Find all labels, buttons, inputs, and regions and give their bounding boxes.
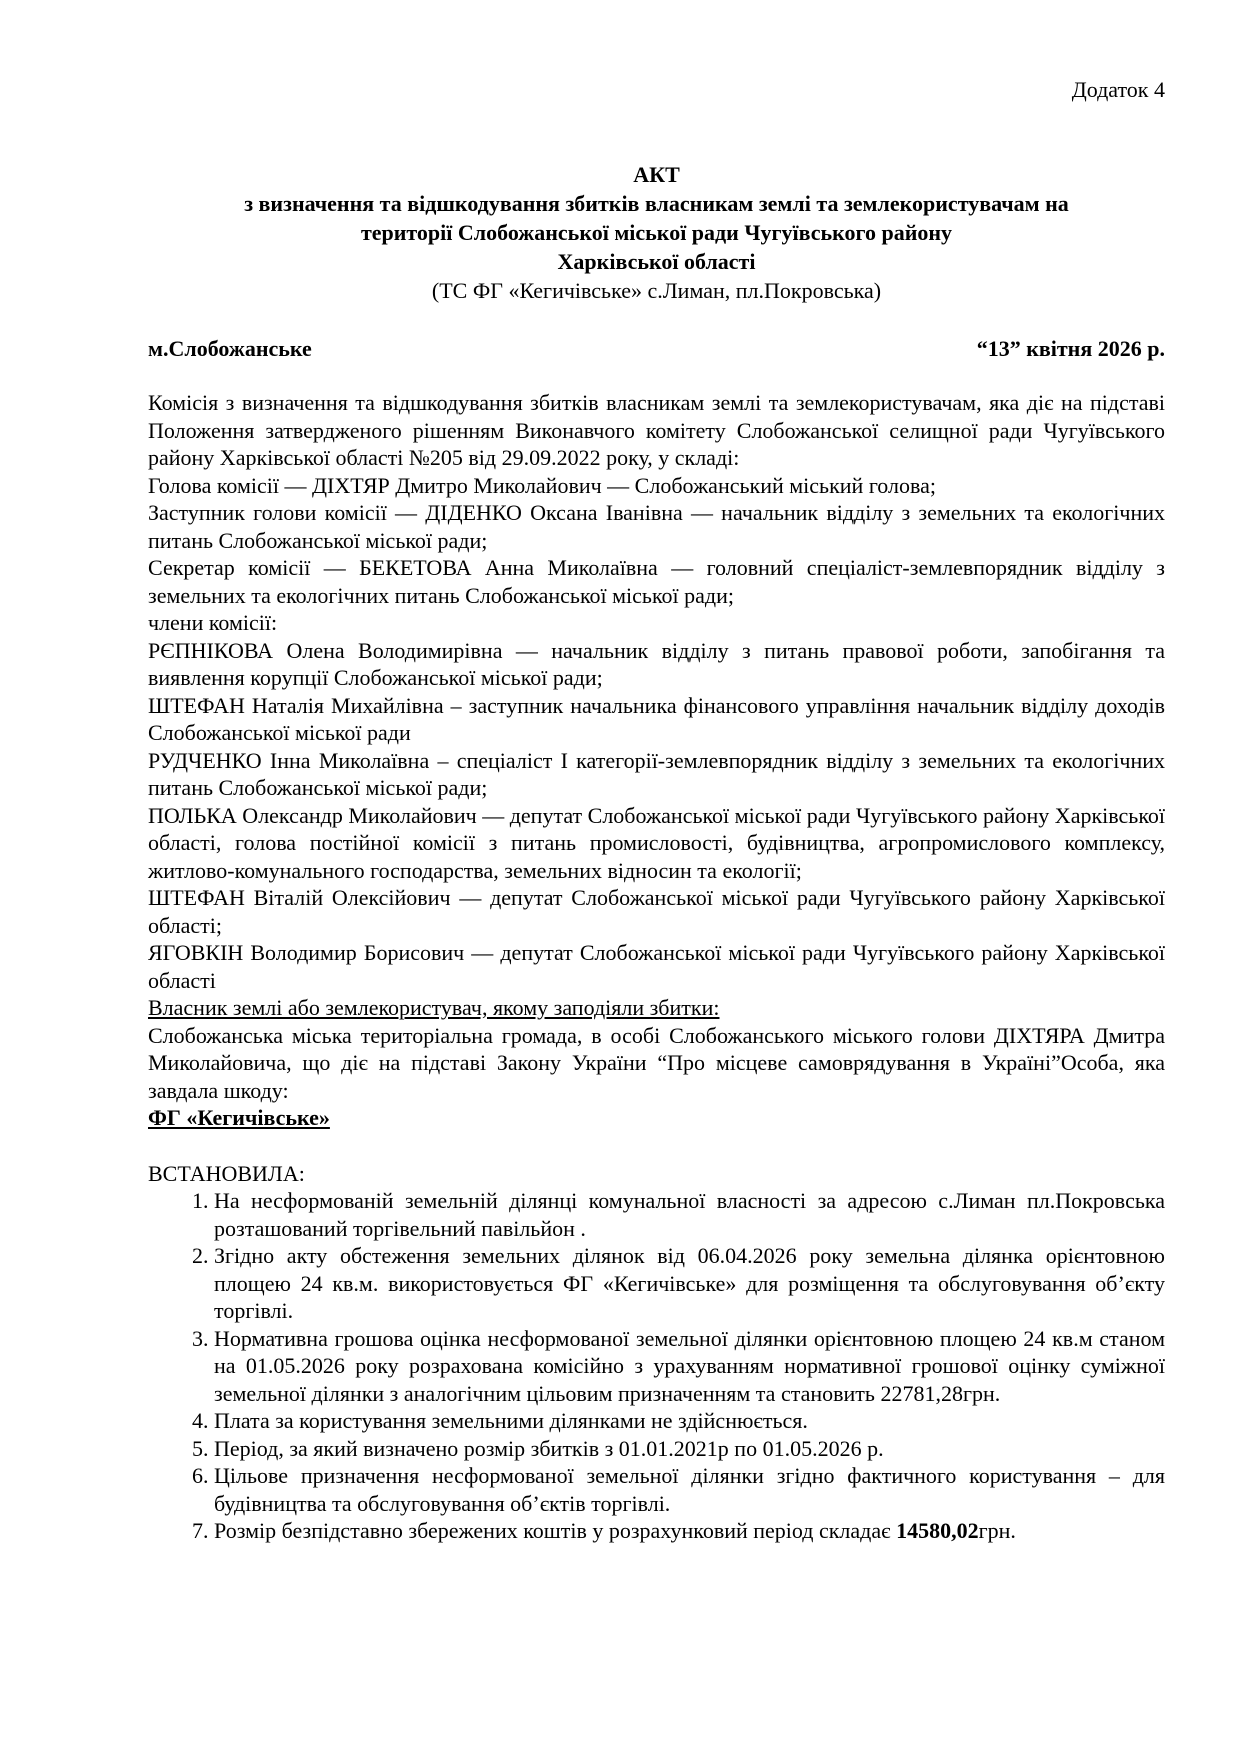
established-list: [148, 1187, 1165, 1545]
title-org-line: (ТС ФГ «Кегичівське» с.Лиман, пл.Покровська): [431, 277, 882, 303]
established-item-text: Нормативна грошова оцінка несформованої земельної ділянки орієнтовною площею 24 кв.м станом на 01.05.2026 року розрахована комісійно з урахуванням нормативної грошової оцінку суміжної земельної ділянки з аналогічним цільовим призначенням та становить 22781,28грн.: [214, 1325, 1165, 1406]
dateline-place: м.Слобожанське: [148, 335, 312, 361]
established-item: [214, 1187, 1165, 1242]
established-item: [214, 1435, 1165, 1463]
paragraph: Слобожанська міська територіальна громада, в особі Слобожанського міського голови ДІХТЯРА Дмитра Миколайовича, що діє на підставі Закону України “Про місцеве самоврядування в Україні”Особа, яка завдала шкоду:: [148, 1022, 1165, 1103]
appendix-label: Додаток 4: [1071, 77, 1165, 102]
paragraph: ШТЕФАН Віталій Олексійович — депутат Слобожанської міської ради Чугуївського району Харківської області;: [148, 885, 1165, 938]
established-item-text: Згідно акту обстеження земельних ділянок від 06.04.2026 року земельна ділянка орієнтовною площею 24 кв.м. використовується ФГ «Кегичівське» для розміщення та обслуговування об’єкту торгівлі.: [214, 1243, 1165, 1323]
paragraph: Комісія з визначення та відшкодування збитків власникам землі та землекористувачам, яка діє на підставі Положення затвердженого рішенням Виконавчого комітету Слобожанської селищної ради Чугуївського району Харківської області №205 від 29.09.2022 року, у складі:: [148, 390, 1165, 470]
paragraph: ШТЕФАН Наталія Михайлівна – заступник начальника фінансового управління начальник відділу доходів Слобожанської міської ради: [148, 692, 1165, 745]
established-item: [214, 1242, 1165, 1325]
paragraph: Заступник голови комісії — ДІДЕНКО Оксана Іванівна — начальник відділу з земельних та екологічних питань Слобожанської міської ради;: [148, 500, 1165, 553]
established-item-tail: грн.: [978, 1518, 1016, 1543]
established-item-text: Період, за який визначено розмір збитків з 01.01.2021р по 01.05.2026 р.: [214, 1435, 884, 1461]
paragraph: члени комісії:: [148, 610, 278, 635]
document-content: [148, 76, 1165, 1545]
title-block: [148, 160, 1165, 305]
established-item-amount: 14580,02: [896, 1518, 979, 1543]
paragraph: РУДЧЕНКО Інна Миколаївна – спеціаліст І категорії-землевпорядник відділу з земельних та екологічних питань Слобожанської міської ради;: [148, 747, 1165, 800]
established-item: [214, 1462, 1165, 1517]
paragraph: Секретар комісії — БЕКЕТОВА Анна Миколаївна — головний спеціаліст-землевпорядник відділу з земельних та екологічних питань Слобожанської міської ради;: [148, 555, 1165, 608]
paragraph: ФГ «Кегичівське»: [148, 1105, 330, 1130]
established-item-text: Цільове призначення несформованої земельної ділянки згідно фактичного користування – для будівництва та обслуговування об’єктів торгівлі.: [214, 1463, 1165, 1516]
dateline-date: “13” квітня 2026 р.: [976, 335, 1165, 361]
established-item: [214, 1407, 1165, 1435]
established-item-text: Плата за користування земельними ділянками не здійснюється.: [214, 1408, 808, 1433]
title-subtitle-line-1: з визначення та відшкодування збитків власникам землі та землекористувачам на: [244, 190, 1069, 216]
dateline: [148, 335, 1165, 363]
paragraph: Голова комісії — ДІХТЯР Дмитро Миколайович — Слобожанський міський голова;: [148, 472, 936, 498]
title-subtitle-line-3: Харківської області: [557, 248, 756, 274]
established-item-text: На несформованій земельній ділянці комунальної власності за адресою с.Лиман пл.Покровська розташований торгівельний павільйон .: [214, 1188, 1165, 1241]
title-subtitle-line-2: території Слобожанської міської ради Чугуївського району: [360, 219, 953, 245]
paragraph: РЄПНІКОВА Олена Володимирівна — начальник відділу з питань правової роботи, запобігання та виявлення корупції Слобожанської міської ради;: [148, 637, 1165, 690]
paragraph: Власник землі або землекористувач, якому заподіяли збитки:: [148, 995, 720, 1020]
document-title: АКТ: [633, 161, 680, 187]
established-item: [214, 1517, 1165, 1545]
established-item-text: Розмір безпідставно збережених коштів у розрахунковий період складає: [214, 1518, 897, 1543]
paragraph: ПОЛЬКА Олександр Миколайович — депутат Слобожанської міської ради Чугуївського району Харківської області, голова постійної комісії з питань промисловості, будівництва, агропромислового комплексу, житлово-комунального господарства, земельних відносин та екології;: [148, 802, 1165, 883]
paragraph: ЯГОВКІН Володимир Борисович — депутат Слобожанської міської ради Чугуївського району Харківської області: [148, 940, 1165, 993]
established-item: [214, 1325, 1165, 1408]
body-paragraphs: [148, 389, 1165, 1132]
established-heading: ВСТАНОВИЛА:: [148, 1160, 305, 1186]
